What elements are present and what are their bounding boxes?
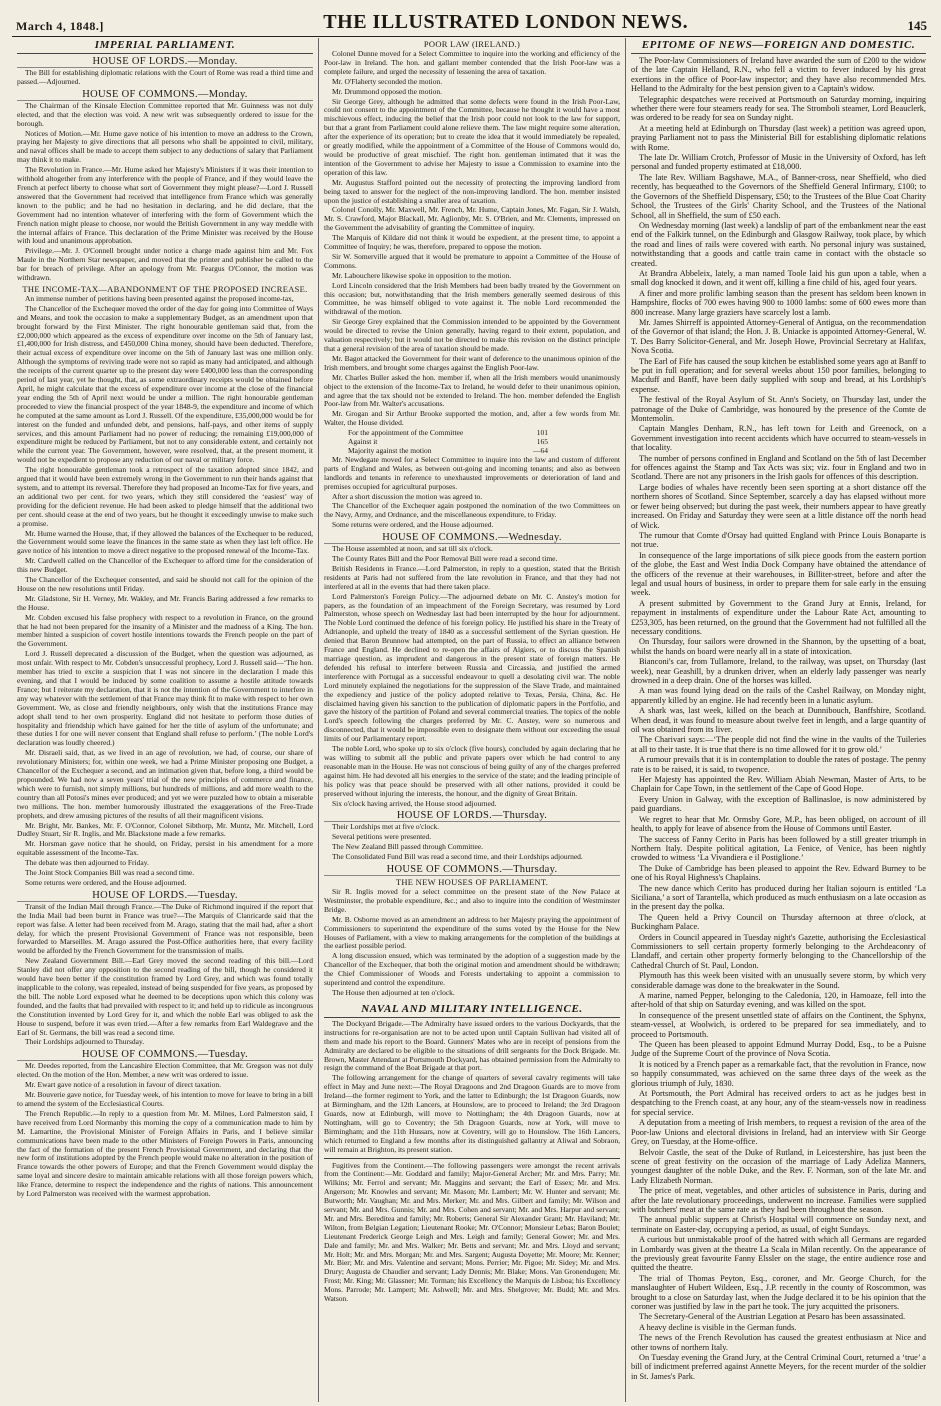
paragraph: Mr. Hume warned the House, that, if they allowed the balances of the Exchequer to be reduced, the Government would some leave the finances in the same state as when they last left office. He gave notice of his intention to move a direct negative to the proposed renewal of the Income-Tax.	[17, 528, 313, 556]
commons-monday-body	[17, 102, 313, 283]
paragraph: Mr. Horsman gave notice that he should, on Friday, persist in his amendment for a more equitable assessment of the Income-Tax.	[17, 839, 313, 858]
paragraph: The House then adjourned at ten o'clock.	[332, 988, 455, 997]
paragraph: Mr. B. Osborne moved as an amendment an address to her Majesty praying the appointment of Commissioners to superintend the expenditure of the sums voted by the House for the New Houses of Parliament, with a view to making arrangements for the completion of the buildings at the earliest possible period.	[324, 914, 620, 951]
paragraph: In consequence of the large importations of silk piece goods from the eastern portion of the globe, the East and West India Dock Company have obtained the attendance of the officers of the revenue at their warehouses, in Billiter-street, before and after the legal and usual hours of business, in order to prepare them for sale early in the ensuing week.	[631, 550, 926, 598]
section-banner-naval: NAVAL AND MILITARY INTELLIGENCE.	[324, 1002, 620, 1018]
paragraph: Colonel Conolly, Mr. Maxwell, Mr. French, Mr. Hume, Captain Jones, Mr. Fagan, Sir J. Walsh, Mr. S. Crawford, Major Blackall, Mr. Aglionby, Mr. S. O'Brien, and Mr. Clements, impressed on the Government the advisability of granting the Committee of inquiry.	[324, 205, 620, 233]
paragraph: The Secretary-General of the Austrian Legation at Pesaro has been assassinated.	[639, 1312, 906, 1322]
paragraph: A man was found lying dead on the rails of the Cashel Railway, on Monday night, apparently killed by an engine. He had recently been in a lunatic asylum.	[631, 686, 926, 705]
paragraph: Transit of the Indian Mail through France.—The Duke of Richmond inquired if the report that the India Mail had been burnt in France was true?—The Marquis of Clanricarde said that the report was false. A letter had been received from M. Arago, stating that the mail had, after a short delay, for which the present Provisional Government of France was not responsible, been forwarded to Marseilles. M. Arago assured the Post-Office authorities here, that every facility would be afforded by the French Government for the transmission of mails.	[17, 901, 313, 956]
paragraph: Mr. Charles Buller asked the hon. member if, when all the Irish members would unanimously object to the extension of the Income-Tax to Ireland, he would defer to their unanimous opinion, and agree that the tax should not be extended to Ireland. The hon. member defended the English Poor-law from Mr. Walter's accusations.	[324, 372, 620, 409]
paragraph: Lord Lincoln considered that the Irish Members had been badly treated by the Government on this occasion; but, notwithstanding that the Irish members generally seemed desirous of this Committee, he was himself obliged to vote against it. The noble Lord recommended the withdrawal of the motion.	[324, 280, 620, 317]
paragraph: The following arrangement for the change of quarters of several cavalry regiments will take effect in May and June next:—The Royal Dragoons and 2nd Dragoon Guards are to move from Ireland—the former regiment to York, and the latter to Edinburgh; the 1st Dragoon Guards, now at Birmingham, and the 12th Lancers, at Hounslow, are to proceed to Ireland; the 3rd Dragoon Guards, now at Edinburgh, will move to Nottingham; the 4th Dragoon Guards, now at Nottingham, will go to Coventry; the 5th Dragoon Guards, now at York, will move to Birmingham; and the 11th Hussars, now at Coventry, will go to Hounslow. The 16th Lancers, which returned to England a few months after its distinguished gallantry at Aliwal and Sobraon, will remain at Brighton, its present station.	[324, 1073, 620, 1154]
paragraph: A rumour prevails that it is in contemplation to double the rates of postage. The penny rate is to be raised, it is said, to twopence.	[631, 755, 926, 774]
paragraph: Sir George Grey, although he admitted that some defects were found in the Irish Poor-Law, could not consent to the appointment of the Committee, because he thought it would have a most mischievous effect, inducing the belief that the Irish poor could not look to the law for support, but that a grant from Parliament could alone relieve them. The law might require some alteration, after the experience of its operation; but to create the idea that it would immediately be repealed, or greatly modified, while the appointment of a Committee of the House of Commons would do, would be productive of great mischief. The right hon. gentleman intimated that it was the intention of the Government to advise her Majesty to issue a Commission to examine into the operation of this law.	[324, 96, 620, 177]
divider	[324, 1158, 620, 1159]
column-parliament	[12, 38, 318, 1402]
column-epitome	[625, 38, 931, 1402]
paragraph: Sir W. Somerville argued that it would be premature to appoint a Committee of the House of Commons.	[324, 251, 620, 270]
paragraph: At a meeting held at Edinburgh on Thursday (last week) a petition was agreed upon, praying Parliament not to pass the Ministerial Bill for establishing diplomatic relations with Rome.	[631, 123, 926, 152]
paragraph: Some returns were ordered, and the House adjourned.	[332, 520, 494, 530]
paragraph: The annual public suppers at Christ's Hospital will commence on Sunday next, and terminate on Easter-day, occupying a period, as usual, of eight Sundays.	[631, 1215, 926, 1234]
paragraph: The noble Lord, who spoke up to six o'clock (five hours), concluded by again declaring that he was willing to submit all the public and private papers over which he had control to any reasonable man in the House. He was not conscious of being guilty of any of the charges preferred against him. He had devoted all his energies to the service of the state; and the leading principle of his policy was that peace should be preserved with all other nations, provided it could be preserved without injuring the interests, the honour, and the dignity of Great Britain.	[324, 744, 620, 798]
paragraph: The number of persons confined in England and Scotland on the 5th of last December for offences against the Stamp and Tax Acts was six; viz. four in England and two in Scotland. There are not any prisoners in the Irish gaols for offences of this description.	[631, 453, 926, 482]
paragraph: Her Majesty has appointed the Rev. William Abiah Newman, Master of Arts, to be Chaplain for Cape Town, in the settlement of the Cape of Good Hope.	[631, 775, 926, 794]
paragraph: Orders in Council appeared in Tuesday night's Gazette, authorising the Ecclesiastical Commissioners to sell certain property formerly belonging to the Archdeaconry of Llandaff, and certain other property formerly belonging to the Chancellorship of the Cathedral Church of St. Paul, London.	[631, 932, 926, 970]
paragraph: Large bodies of whales have recently been seen sporting at a short distance off the northern shores of Scotland. Since September, scarcely a day has elapsed without more or fewer being observed; but during the past week, their numbers appear to have greatly increased. On Friday and Saturday they were seen at a little distance off the north head of Wick.	[631, 482, 926, 530]
paragraph: Mr. Disraeli said, that, as we lived in an age of revolution, we had, of course, our share of revolutionary Ministers; for, within one week, we had a Prime Minister proposing one Budget, a Chancellor of the Exchequer a second, and an intimation given that, before long, a third would be propounded. We had now a seven years' trial of the new principles of commerce and finance, which were to furnish, not simply millions, but hundreds of millions, and add more wealth to the country than all Potosi's mines ever produced; and yet we were puzzled how to obtain a miserable two millions. The hon. member humorously illustrated the exaggerations of the Free-Trade prophets, and drew amusing pictures of the results of all their magnificent visions.	[17, 748, 313, 820]
paragraph: The Joint Stock Companies Bill was read a second time.	[25, 868, 195, 878]
paragraph: A curious but unmistakable proof of the hatred with which all Germans are regarded in Lombardy was given at the theatre La Scala in Milan recently. On the appearance of the previously great favourite Fanny Elssler on the stage, the entire audience rose and quitted the theatre.	[631, 1235, 926, 1273]
paragraph: On Thursday, four sailors were drowned in the Shannon, by the upsetting of a boat, whilst the hands on board were nearly all in a state of intoxication.	[631, 637, 926, 656]
paragraph: Mr. Labouchere likewise spoke in opposition to the motion.	[332, 270, 512, 280]
income-tax-body	[17, 295, 313, 888]
division-value: 101	[536, 428, 548, 438]
paragraph: Mr. Augustus Stafford pointed out the necessity of protecting the improving landlord from being taxed to answer for the neglect of the non-improving landlord. The hon. member insisted upon the justice of establishing a smaller area of taxation.	[324, 177, 620, 205]
paragraph: Plymouth has this week been visited with an unusually severe storm, by which very considerable damage was done to the breakwater in the Sound.	[631, 971, 926, 990]
division-label: Majority against the motion	[348, 445, 432, 455]
paragraph: Mr. Drummond opposed the motion.	[332, 86, 442, 96]
paragraph: A finer and more prolific lambing season than the present has seldom been known in Hampshire, flocks of 700 ewes having 900 to 1000 lambs: some of 600 ewes more than 800 increase. Many large graziers have scarcely lost a lamb.	[631, 288, 926, 317]
heading-commons-thursday: HOUSE OF COMMONS.—Thursday.	[324, 864, 620, 876]
paragraph: A deputation from a meeting of Irish members, to request a revision of the area of the Poor-law Unions and electoral divisions in Ireland, had an interview with Sir George Grey, on Tuesday, at the Home-office.	[631, 1118, 926, 1147]
column-parliament-continued	[318, 38, 625, 1402]
paragraph: The late Dr. William Crotch, Professor of Music in the University of Oxford, has left personal and funded property estimated at £18,000.	[631, 153, 926, 172]
paragraph: The debate was then adjourned to Friday.	[25, 858, 149, 868]
paragraph: Mr. Cobden excused his false prophecy with respect to a revolution in France, on the ground that he had not been prepared for the insanity of a Minister and the madness of a King. The hon. member hinted a suspicion of covert hostile intentions towards the French people on the part of the Government.	[17, 612, 313, 649]
lords-thursday-body	[324, 823, 620, 862]
paragraph: The French Republic.—In reply to a question from Mr. M. Milnes, Lord Palmerston said, I have received from Lord Normanby this morning the copy of a communication made to him by M. Lamartine, the Provisional Minister of Foreign Affairs in Paris, and I believe similar communications have been made to the other Ministers of Foreign Powers in Paris, announcing the fact of the formation of the present French Provisional Government, and declaring that the new form of institutions adopted by the French people would make no alteration in the position of France towards the other powers of Europe; and that the French Government would display the same loyal and sincere desire to maintain amicable relations with all those foreign powers which, like France, determine to respect the independence and the rights of nations. This announcement by Lord Palmerston was received with the warmest approbation.	[17, 1108, 313, 1199]
paragraph: The Chairman of the Kinsale Election Committee reported that Mr. Guinness was not duly elected, and that the election was void. A new writ was subsequently ordered to issue for the borough.	[17, 100, 313, 128]
paragraph: The rumour that Comte d'Orsay had quitted England with Prince Louis Bonaparte is not true.	[631, 530, 926, 550]
paragraph: Lord J. Russell deprecated a discussion of the Budget, when the question was adjourned, as most unfair. With respect to Mr. Cobden's unsuccessful prophecy, Lord J. Russell said—‘The hon. member has tried to excite a suspicion that I was not sincere in the declaration I made this evening, and that I would be induced by some coalition to assume a hostile attitude towards France; but I reiterate my declaration, that it is not the intention of the Government to interfere in any way whatever with the settlement of that France may think fit to make with respect to her own Government. We, as close and friendly neighbours, only wish that the institutions France may adopt shall tend to her own prosperity. England did not hesitate to perform those duties of hospitality and friendship which have gained for her the title of asylum of the unfortunate; and these duties I for one will never consent that England shall refuse to perform.’ (The noble Lord's declaration was loudly cheered.)	[17, 649, 313, 748]
section-banner-epitome: EPITOME OF NEWS—FOREIGN AND DOMESTIC.	[631, 38, 926, 54]
paragraph: At Brandra Abbeleix, lately, a man named Toole laid his gun upon a table, when a small dog knocked it down, and it went off, killing a fine child of his, aged four years.	[631, 268, 926, 288]
newspaper-title: THE ILLUSTRATED LONDON NEWS.	[323, 11, 689, 33]
heading-commons-monday: HOUSE OF COMMONS.—Monday.	[17, 89, 313, 101]
paragraph: Mr. Grogan and Sir Arthur Brooke supported the motion, and, after a few words from Mr. Walter, the House divided.	[324, 409, 620, 428]
paragraph: On Wednesday morning (last week) a landslip of part of the embankment near the east end of the Falkirk tunnel, on the Edinburgh and Glasgow Railway, took place, by which the road and lines of rails were covered with earth. No personal injury was sustained, notwithstanding that a goods and cattle train came in contact with the obstacle so created.	[631, 220, 926, 268]
heading-commons-wednesday: HOUSE OF COMMONS.—Wednesday.	[324, 532, 620, 544]
paragraph: The Chancellor of the Exchequer again postponed the nomination of the two Committees on the Navy, Army, and Ordnance, and the miscellaneous expenditure, to Friday.	[324, 501, 620, 520]
paragraph: Every Union in Galway, with the exception of Ballinasloe, is now administered by paid guardians.	[631, 794, 926, 814]
paragraph: The trial of Thomas Peyton, Esq., coroner, and Mr. George Church, for the manslaughter of Hubert Wildeen, Esq., J.P. recently in the county of Roscommon, was brought to a close on Saturday last, when the Judge declared it to be his opinion that the coroner was justified by law in the part he took. The jury acquitted the prisoners.	[631, 1273, 926, 1311]
paragraph: The Marquis of Kildare did not think it would be expedient, at the present time, to appoint a Committee of Inquiry; he was, therefore, prepared to oppose the motion.	[324, 233, 620, 252]
paragraph: British Residents in France.—Lord Palmerston, in reply to a question, stated that the British residents at Paris had not suffered from the late revolution in France, and that they had not interfered at all in the events that had there taken place.	[324, 563, 620, 591]
naval-body	[324, 1020, 620, 1155]
paragraph: A heavy decline is visible in the German funds.	[639, 1322, 797, 1332]
paragraph: On Tuesday evening the Grand Jury, at the Central Criminal Court, returned a ‘true’ a bill of indictment preferred against Annette Meyers, for the recent murder of the soldier in St. James's Park.	[631, 1353, 926, 1381]
paragraph: The right honourable gentleman took a retrospect of the taxation adopted since 1842, and argued that it would have been extremely wrong in the Government to run their hands against that system, and to attempt its reversal. Therefore they had proposed an Income-Tax for five years, and an additional two per cent. for two years, which they still considered the ‘easiest’ way of providing for the deficient revenue. He had been asked to pledge himself that the additional two per cent. should cease at the end of two years, but he thought it exceedingly unwise to make such a promise.	[17, 465, 313, 528]
division-list	[324, 429, 620, 456]
heading-income-tax: THE INCOME-TAX—ABANDONMENT OF THE PROPOSED INCREASE.	[22, 283, 308, 294]
paragraph: Their Lordships met at five o'clock.	[332, 822, 440, 832]
fugitives-paragraph: Fugitives from the Continent.—The following passengers were amongst the recent arrivals from the Continent:—Mr. Goddard and family; Major-General Archer; Mr. and Mrs. Parry; Mr. Wilkins; Mr. Ferrol and servant; Mr. Maggins and servant; the Earl of Essex; Mr. and Mrs. Angerson; Mr. Knowles and servant; Mr. Mason; Mr. Lambert; Mr. W. Hunter and servant; Mr. Butworth; Mr. Vaughan; Mr. and Mrs. Merker; Mr. and Mrs. Gilbert and family; Mr. Wilson and servant; Mr. and Mrs. Gunnis; Mr. and Mrs. Cohen and servant; Mr. and Mrs. Harpur and servant; Mr. and Mrs. Bereditea and family; Mr. Roberts; General Sir Alexander Grant; Mr. Haviland; Mr. Wilton, from Belgian Legation; Lieutenant Rooke; Mr. O'Connor; Monsieur Lebas; Baron Boulet; Lieutenant Frederick George Leigh and Mrs. Leigh and family; General Gower; Mr. and Mrs. Dale and family; Mr. and Mrs. Walker; Mr. Betts and servant; Mr. and Mrs. Lloyd and servant; Mr. Holt; Mr. and Mrs. Morgan; Mr. and Mrs. Sargent; Augusta Doyette; Mr. Moore; Mr. Kenner; Mr. Bier; Mr. and Mrs. Valentine and servant; Mons. Perrier; Mr. Pigoe; Mr. Sidey; Mr. and Mrs. Drury; Augusta de Chaudier and servant; Lady Dennis; Mr. Blake; Mons. Van Gronendugen; Mr. Frost; Mr. King; Mr. Glassner; Mr. Torman; his Excellency the Marquis de Lisboa; his Excellency Mons. Parrode; Mr. Lampert; Mr. Ashwell; Mr. and Mrs. Shelgrove; Mr. Budd; Mr. and Mrs. Watson.	[324, 1160, 620, 1304]
commons-wednesday-body	[324, 545, 620, 808]
paragraph: Their Lordships adjourned to Thursday.	[25, 1037, 145, 1047]
paragraph: Mr. Newdegate moved for a Select Committee to inquire into the law and custom of different parts of England and Wales, as between out-going and incoming tenants; and also as between landlords and tenants in reference to unexhausted improvements or deterioration of land and premises occupied for agricultural purposes.	[324, 454, 620, 491]
paragraph: It is noticed by a French paper as a remarkable fact, that the revolution in France, now so happily consummated, was achieved on the same three days of the week as the glorious triumph of July, 1830.	[631, 1059, 926, 1088]
paragraph: Mr. Ewart gave notice of a resolution in favour of direct taxation.	[25, 1080, 221, 1090]
paragraph: Some returns were ordered, and the House adjourned.	[25, 877, 187, 887]
paragraph: Notices of Motion.—Mr. Hume gave notice of his intention to move an address to the Crown, praying her Majesty to give directions that all persons who shall be appointed to civil, military, and naval offices shall be made to accept them subject to any deductions of salary that Parliament may think it to make.	[17, 128, 313, 165]
paragraph: Mr. James Shirreff is appointed Attorney-General of Antigua, on the recommendation of the Governor of that island; the Hon. J. B. Uniacke is appointed Attorney-General, W. T. Des Barry Solicitor-General, and Mr. Joseph Howe, Provincial Secretary at Halifax, Nova Scotia.	[631, 317, 926, 356]
columns	[12, 38, 931, 1402]
commons-tuesday-body	[17, 1062, 313, 1199]
paragraph: The news of the French Revolution has caused the greatest enthusiasm at Nice and other towns of northern Italy.	[631, 1333, 926, 1352]
paragraph: Mr. Bouverie gave notice, for Tuesday week, of his intention to move for leave to bring in a bill to amend the system of the Ecclesiastical Courts.	[17, 1090, 313, 1108]
paragraph: Telegraphic despatches were received at Portsmouth on Saturday morning, inquiring whether there were four steamers ready for sea. The Stromboli steamer, Lord Beauclerk, was ordered to be ready for sea on Sunday night.	[631, 94, 926, 123]
paragraph: The late Rev. William Bagshawe, M.A., of Banner-cross, near Sheffield, who died recently, has bequeathed to the Governors of the Sheffield General Infirmary, £100; to the Governors of the Sheffield Dispensary, £50; to the Trustees of the Blue Coat Charity School, the Trustees of the Girls' Charity School, and the Trustees of the National School, all in Sheffield, the sum of £50 each.	[631, 172, 926, 220]
heading-lords-thursday: HOUSE OF LORDS.—Thursday.	[324, 810, 620, 822]
paragraph: New Zealand Government Bill.—Earl Grey moved the second reading of this bill.—Lord Stanley did not offer any opposition to the second reading of the bill, though he considered it would have been better if the constitution framed by Lord Grey, and which was found totally inapplicable to the colony, was repealed, instead of being suspended for five years, as proposed by the bill. The noble Lord exposed what he deemed to be deceptions upon which this colony was founded, and the faults that had prevailed with respect to it; and held up to ridicule as incongruous the Constitution invented by Lord Grey for it, and which the noble Earl was obliged to ask the House to suspend, before it was even tried.—After a few remarks from Earl Waldegrave and the Earl of St. Germans, the bill was read a second time.	[17, 956, 313, 1037]
paragraph: The price of meat, vegetables, and other articles of subsistence in Paris, during and after the late revolutionary proceedings, underwent no increase. Families were supplied with butchers' meat at the same rate as they had been throughout the season.	[631, 1186, 926, 1214]
paragraph: We regret to hear that Mr. Ormsby Gore, M.P., has been obliged, on account of ill health, to apply for leave of absence from the House of Commons until Easter.	[631, 814, 926, 834]
paragraph: The House assembled at noon, and sat till six o'clock.	[332, 544, 493, 554]
poor-law-body	[324, 50, 620, 428]
paragraph: Mr. Gladstone, Sir H. Verney, Mr. Wakley, and Mr. Francis Baring addressed a few remarks to the House.	[17, 593, 313, 612]
heading-poor-law: POOR LAW (IRELAND.)	[423, 39, 521, 49]
paragraph: The new dance which Cerito has produced during her Italian sojourn is entitled ‘La Siciliana,’ a sort of Tarantella, which produced as much enthusiasm on a late occasion as in the present day the polka.	[631, 883, 926, 912]
paragraph: After a short discussion the motion was agreed to.	[332, 491, 483, 501]
paragraph: The Consolidated Fund Bill was read a second time, and their Lordships adjourned.	[332, 852, 583, 862]
heading-commons-tuesday: HOUSE OF COMMONS.—Tuesday.	[17, 1049, 313, 1061]
paragraph: The Charivari says:—‘The people did not find the wine in the vaults of the Tuileries at all to their taste. It is true that there is no time allowed for it to grow old.’	[631, 735, 926, 754]
paragraph: Mr. Cardwell called on the Chancellor of the Exchequer to afford time for the consideration of this new Budget.	[17, 556, 313, 575]
paragraph: Mr. Deedes reported, from the Lancashire Election Committee, that Mr. Gregson was not duly elected. On the motion of the Hon. Member, a new writ was ordered to issue.	[17, 1061, 313, 1080]
paragraph: Several petitions were presented.	[332, 832, 432, 842]
paragraph: In consequence of the present unsettled state of affairs on the Continent, the Sphynx, steam-vessel, at Woolwich, is ordered to be prepared for sea immediately, and to proceed to Portsmouth.	[631, 1010, 926, 1039]
paragraph: The Earl of Fife has caused the soup kitchen be established some years ago at Banff to be put in full operation; and for several weeks about 150 poor families, belonging to Macduff and Banff, have been daily supplied with soup and bread, at his Lordship's expense.	[631, 356, 926, 394]
epitome-body	[631, 56, 926, 1381]
masthead	[12, 6, 931, 37]
paragraph: The County Rates Bill and the Poor Removal Bill were read a second time.	[332, 554, 558, 564]
division-value: 165	[536, 437, 548, 447]
paragraph: Mr. O'Flaherty seconded the motion.	[332, 76, 443, 86]
division-label: Against it	[348, 437, 378, 447]
paragraph: The Queen has been pleased to appoint Edmund Murray Dodd, Esq., to be a Puisne Judge of the Supreme Court of the province of Nova Scotia.	[631, 1040, 926, 1059]
paragraph: Bianconi's car, from Tullamore, Ireland, to the railway, was upset, on Thursday (last week), near Geashill, by a drunken driver, when an elderly lady passenger was nearly drowned in a deep drain. One of the horses was killed.	[631, 657, 926, 685]
paragraph: Belvoir Castle, the seat of the Duke of Rutland, in Leicestershire, has just been the scene of great festivity on the occasion of the marriage of Lady Adeliza Manners, youngest daughter of the noble Duke, and the Rev. F. Norman, son of the late Mr. and Lady Elizabeth Norman.	[631, 1147, 926, 1185]
commons-thursday-body	[324, 888, 620, 998]
paragraph: A long discussion ensued, which was terminated by the adoption of a suggestion made by the Chancellor of the Exchequer, that both the original motion and amendment should be withdrawn; the Chief Commissioner of Woods and Forests undertaking to appoint a commission to superintend and control the expenditure.	[324, 951, 620, 988]
paragraph: Privilege.—Mr. J. O'Connell brought under notice a charge made against him and Mr. Fox Maule in the Northern Star newspaper, and moved that the printer and publisher be called to the bar for breach of privilege. After an apology from Mr. Feargus O'Connor, the motion was withdrawn.	[17, 246, 313, 283]
paragraph: Mr. Bright, Mr. Bankes, Mr. F. O'Connor, Colonel Sibthorp, Mr. Muntz, Mr. Mitchell, Lord Dudley Stuart, Sir R. Inglis, and Mr. Blackstone made a few remarks.	[17, 820, 313, 839]
poor-law-after-body	[324, 456, 620, 530]
paragraph: Six o'clock having arrived, the House stood adjourned.	[332, 798, 497, 808]
paragraph: A shark was, last week, killed on the beach at Dunnibouch, Banffshire, Scotland. When dead, it was found to measure about twelve feet in length, and a large quantity of oil was obtained from its liver.	[631, 706, 926, 735]
division-row-for	[348, 429, 548, 438]
paragraph: The New Zealand Bill passed through Committee.	[332, 842, 484, 852]
paragraph: At Portsmouth, the Port Admiral has received orders to act as he judges best in despatching to the French coast, at any hour, any of the steam-vessels now in readiness for special service.	[631, 1089, 926, 1117]
paragraph: Lord Palmerston's Foreign Policy.—The adjourned debate on Mr. C. Anstey's motion for papers, as the foundation of an impeachment of the Foreign Secretary, was resumed by Lord Palmerston, whose speech on Wednesday last had been interrupted by the hour for adjournment. The Noble Lord continued the defence of his foreign policy. He justified his share in the Treaty of Adrianople, and upheld the treaty of 1840 as a successful settlement of the Syrian question. He denied that Baron Brunnow had attempted, on the part of Russia, to effect an alliance between France and England. He declined to re-open the affairs of Algiers, or to discuss the Spanish marriage question, as imprudent and dangerous in the present state of foreign matters. He defended his refusal to interfere between Russia and Circassia, and justified the armed interference with Portugal as a successful endeavour to quell a desolating civil war. The noble Lord minutely explained the negotiations for the suppression of the Slave Trade, and maintained the expediency and justice of the policy adopted relative to Texas, Persia, China, &c. He disclaimed having given his sanction to the publication of diplomatic papers in the Portfolio, and gave the history of the partition of Poland and several commercial treaties. The topics of the noble Lord's speech following the charges preferred by Mr. C. Anstey, were so numerous and disconnected, that it would be impossible even to designate them without our exceeding the usual limits of our Parliamentary report.	[324, 591, 620, 744]
subheading-new-houses: THE NEW HOUSES OF PARLIAMENT.	[395, 877, 549, 888]
section-banner-parliament: IMPERIAL PARLIAMENT.	[17, 38, 313, 54]
paragraph: An immense number of petitions having been presented against the proposed income-tax,	[25, 293, 294, 303]
paragraph: The Dockyard Brigade.—The Admiralty have issued orders to the various Dockyards, that the instructions for re-organisation are not to be acted upon until Captain Sullivan had visited all of them and made his report to the Board. Gunners' Mates who are in receipt of pensions from the Admiralty are declared to be eligible to the situations of drill sergeants for the Dock Brigade. Mr. Brown, Master Attendant at Portsmouth Dockyard, has obtained permission from the Admiralty to resign the command of the Boat Brigade at that port.	[324, 1018, 620, 1073]
paragraph: The Poor-law Commissioners of Ireland have awarded the sum of £200 to the widow of the late Captain Helland, R.N., who fell a victim to fever induced by his great exertions in the office of Poor-law inspector; and they have also recommended Mrs. Helland to the Admiralty for the best pension given to a Captain's widow.	[631, 56, 926, 94]
heading-lords-tuesday: HOUSE OF LORDS.—Tuesday.	[17, 890, 313, 902]
paragraph: A marine, named Pepper, belonging to the Caledonia, 120, in Hamoaze, fell into the after-hold of that ship on Saturday evening, and was killed on the spot.	[631, 991, 926, 1010]
division-value: —64	[533, 445, 548, 455]
paragraph: Sir R. Inglis moved for a select committee on the present state of the New Palace at Westminster, the probable expenditure, &c.; and also to inquire into the condition of Westminster Bridge.	[324, 887, 620, 914]
paragraph: Captain Mangles Denham, R.N., has left town for Leith and Greenock, on a Government investigation into recent accidents which have occurred to steam-vessels in that locality.	[631, 424, 926, 453]
paragraph: The Duke of Cambridge has been pleased to appoint the Rev. Edward Burney to be one of his Royal Highness's Chaplains.	[631, 863, 926, 883]
heading-lords-monday: HOUSE OF LORDS.—Monday.	[17, 56, 313, 68]
paragraph: Mr. Bagot attacked the Government for their want of deference to the unanimous opinion of the Irish members, and brought some charges against the English Poor-law.	[324, 353, 620, 372]
paragraph: The Chancellor of the Exchequer consented, and said he should not call for the opinion of the House on the new resolutions until Friday.	[17, 575, 313, 593]
paragraph: Colonel Dunne moved for a Select Committee to inquire into the working and efficiency of the Poor-law in Ireland. The hon. and gallant member contended that the Irish Poor-law was a complete failure, and urged the necessity of lessening the area of taxation.	[324, 49, 620, 76]
paragraph: The success of Fanny Cerito in Paris has been followed by a still greater triumph in Northern Italy. Despite political agitation, La Fenice, of Venice, has been nightly crowded to witness ‘La Vivandiera e il Postiglione.’	[631, 834, 926, 863]
page-number: 145	[907, 18, 927, 33]
paragraph: The Bill for establishing diplomatic relations with the Court of Rome was read a third time and passed.—Adjourned.	[17, 68, 313, 86]
paragraph: The Revolution in France.—Mr. Hume asked her Majesty's Ministers if it was their intention to withhold altogether from any interference with the people of France, and if they would leave the French at perfect liberty to choose what sort of Government they might please?—Lord J. Russell answered that the Government had received that intelligence from France which was generally known to the public; and he had no hesitation in declaring, and he did declare, that the Government had no intention whatever of interfering with the form of Government which the French nation might please to choose, nor would the British Government in any way meddle with the internal affairs of France. This declaration of the Prime Minister was received by the House with loud and unanimous approbation.	[17, 165, 313, 246]
paragraph: Sir George Grey explained that the Commission intended to be appointed by the Government would be directed to revise the Union generally, having regard to their extent, population, and valuation respectively; but it would not be directed to make this revision on the distinct principle that a general revision of the area of taxation should be made.	[324, 317, 620, 353]
paragraph: A present submitted by Government to the Grand Jury at Ennis, Ireland, for repayment in instalments of expenditure under the Labour Rate Act, amounting to £253,305, has been returned, on the ground that the Government had not fulfilled all the necessary conditions.	[631, 598, 926, 636]
paragraph: The Chancellor of the Exchequer moved the order of the day for going into Committee of Ways and Means, and took the occasion to make a supplementary Budget, as an amendment upon that brought forward by the First Minister. The right honourable gentleman said that, from the £2,000,000 which appeared as the excess of expenditure over income on the 5th of January last, £1,400,000 for Irish distress, and £450,000 China money, should have been deducted. Therefore, their actual excess of expenditure over income on the 5th of January last was one million only. Although the symptoms of reviving trade were not so rapid as many had anticipated, and although the receipts of the current quarter up to the present day were £400,000 less than the corresponding period of last year, yet he thought, that, as some extraordinary receipts would be obtained before April, he might calculate that the excess of expenditure over income at the close of the financial year ending the 5th of April next would be under a million. The right honourable gentleman proceeded to view the financial prospect of the year 1848-9, the expenditure and income of which he computed at the same amount as Lord J. Russell. Of the expenditure, £35,000,000 would be for interest on the funded and unfunded debt, and pensions, half-pays, and other items of supply services, and this amount Parliament had no power of reducing; the remaining £19,000,000 of expenditure might be reduced by Parliament, but not to any considerable extent, and certainly not while the current year. The Government, however, were resolved, that, at the present moment, it would not be expedient to propose any reduction of our naval or military force.	[17, 303, 313, 465]
lords-tuesday-body	[17, 903, 313, 1048]
paragraph: The festival of the Royal Asylum of St. Ann's Society, on Thursday last, under the patronage of the Duke of Cambridge, was honoured by the presence of the Comte de Montemolin.	[631, 395, 926, 424]
issue-date: March 4, 1848.]	[16, 19, 104, 33]
paragraph: The Queen held a Privy Council on Thursday afternoon at three o'clock, at Buckingham Palace.	[631, 912, 926, 932]
division-label: For the appointment of the Committee	[348, 428, 464, 438]
